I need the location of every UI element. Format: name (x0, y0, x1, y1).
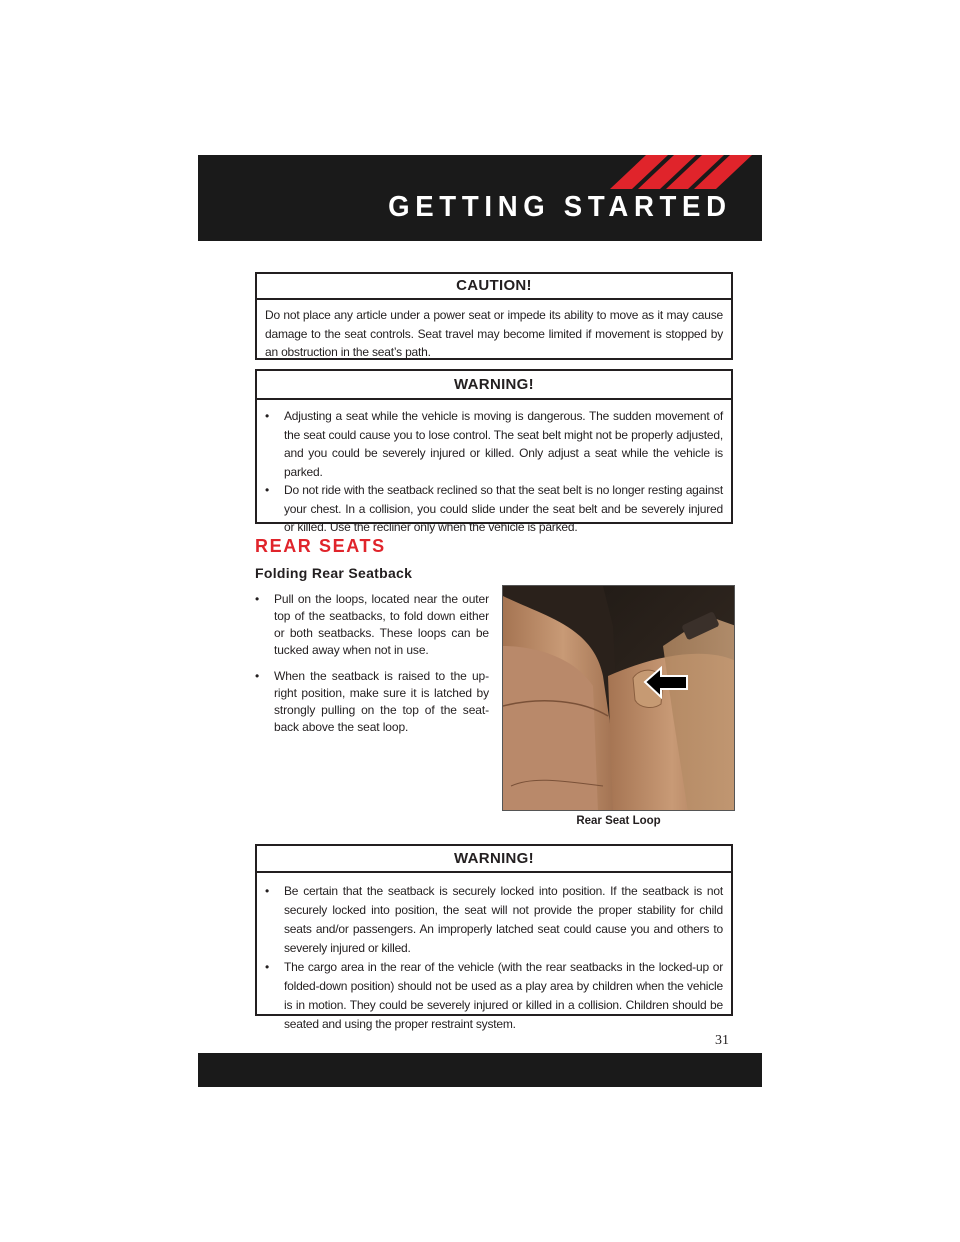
instruction-item-1: • Pull on the loops, located near the outer top of the seatbacks, to fold down either or both seatbacks. These loops can be tucked away when not in use. (255, 591, 489, 659)
warning-box-1 (255, 369, 733, 534)
caution-heading: CAUTION! (257, 274, 731, 300)
section-header-title: GETTING STARTED (388, 191, 732, 223)
rear-seat-loop-photo (502, 585, 735, 811)
rear-seats-instructions (255, 591, 489, 745)
header-bar (198, 155, 762, 241)
instruction-item-2: • When the seatback is raised to the up-right position, make sure it is latched by strongly pulling on the top of the seat-back above the seat loop. (255, 668, 489, 736)
seat-illustration (503, 586, 735, 811)
section-title-rear-seats: REAR SEATS (255, 536, 386, 556)
warning-1-item-2: • Do not ride with the seatback reclined so that the seat belt is no longer resting against your chest. In a collision, you could slide under the seat belt and be severely injured or killed. Use the recliner only when the vehicle is parked. (265, 481, 723, 537)
warning-heading-2: WARNING! (257, 846, 731, 873)
warning-heading-1: WARNING! (257, 371, 731, 400)
footer-bar (198, 1053, 762, 1087)
warning-2-item-2: • The cargo area in the rear of the vehicle (with the rear seatbacks in the locked-up or folded-down position) should not be used as a play area by children when the vehicle is in motion. They could be severely injured or killed in a collision. Children should be seated and using the proper restraint system. (265, 958, 723, 1034)
photo-caption: Rear Seat Loop (576, 815, 661, 827)
warning-2-item-1: • Be certain that the seatback is securely locked into position. If the seatback is not securely locked into position, the seat will not provide the proper stability for child seats and/or passengers. An improperly latched seat could cause you and others to severely injured or killed. (265, 882, 723, 958)
page-number: 31 (715, 1033, 729, 1048)
caution-text: Do not place any article under a power seat or impede its ability to move as it may cause damage to the seat controls. Seat travel may become limited if movement is stopped by an obstruction in the seat’s path. (265, 308, 723, 359)
warning-box-2 (255, 844, 733, 1031)
warning-1-item-1: • Adjusting a seat while the vehicle is moving is dangerous. The sudden movement of the seat could cause you to lose control. The seat belt might not be properly adjusted, and you could be severely injured or killed. Only adjust a seat while the vehicle is parked. (265, 407, 723, 481)
subsection-title: Folding Rear Seatback (255, 565, 413, 581)
caution-box (255, 272, 733, 360)
